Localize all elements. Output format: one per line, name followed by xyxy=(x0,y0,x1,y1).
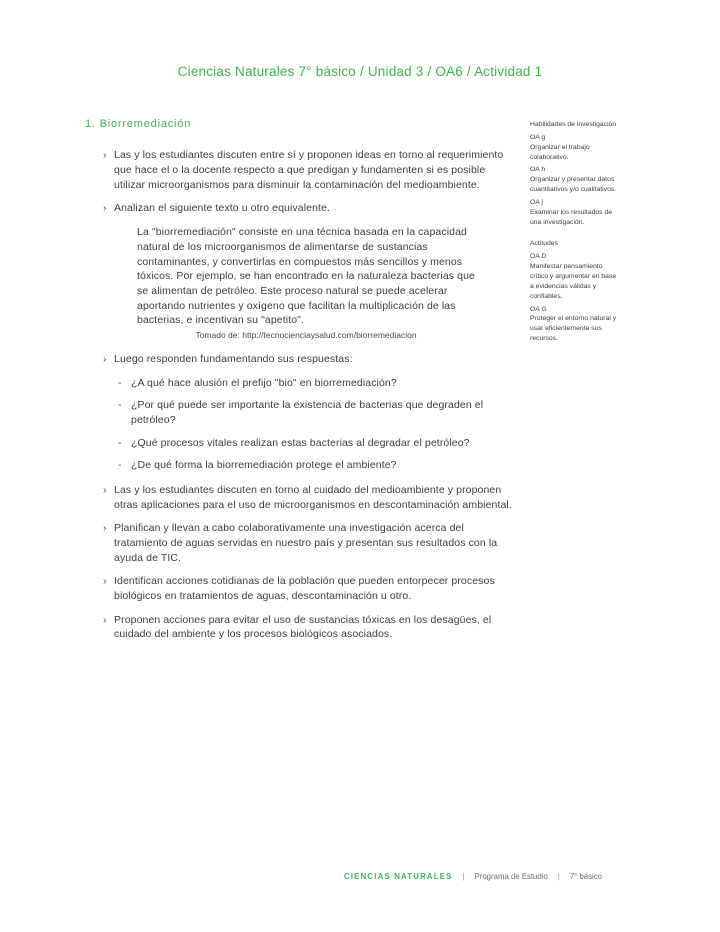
oa-code: OA D xyxy=(530,253,547,261)
oa-text: Organizar el trabajo colaborativo. xyxy=(530,143,590,161)
bullet-text: Las y los estudiantes discuten entre sí y proponen ideas en torno al requerimiento que hace el o la docente respecto a que predigan y fundamenten si es posible utilizar microorganismos para disminuir la contaminación del medioambiente. xyxy=(114,149,504,191)
question-item xyxy=(118,436,515,451)
oa-code: OA h xyxy=(530,166,546,174)
sidebar-section-title: Actitudes xyxy=(530,240,558,248)
question-list xyxy=(118,376,515,473)
footer-program: Programa de Estudio xyxy=(474,872,548,881)
sidebar-entry xyxy=(530,252,620,301)
page-title: Ciencias Naturales 7° básico / Unidad 3 / OA6 / Actividad 1 xyxy=(177,64,543,79)
bullet-item xyxy=(103,352,515,367)
objectives-sidebar xyxy=(530,120,620,344)
sidebar-section-actitudes xyxy=(530,239,620,343)
dash-marker: - xyxy=(118,459,122,472)
bullet-item xyxy=(103,148,515,192)
question-item xyxy=(118,398,515,427)
question-text: ¿Qué procesos vitales realizan estas bacterias al degradar el petróleo? xyxy=(131,436,470,449)
dash-marker: - xyxy=(118,399,122,412)
question-text: ¿De qué forma la biorremediación protege el ambiente? xyxy=(131,459,397,472)
oa-text: Proteger el entorno natural y usar eficientemente sus recursos. xyxy=(530,315,617,343)
bullet-marker: › xyxy=(103,483,107,496)
sidebar-entry xyxy=(530,165,620,195)
bullet-item xyxy=(103,574,515,603)
footer-grade: 7° básico xyxy=(569,872,602,881)
bullet-item xyxy=(103,613,515,642)
section-heading: 1. Biorremediación xyxy=(85,118,192,130)
question-text: ¿A qué hace alusión el prefijo "bio" en biorremediación? xyxy=(131,376,397,389)
sidebar-section-habilidades xyxy=(530,120,620,227)
bullet-text: Proponen acciones para evitar el uso de sustancias tóxicas en los desagües, el cuidado del ambiente y los procesos biológicos asociados. xyxy=(114,613,492,641)
bullet-marker: › xyxy=(103,202,107,215)
question-item xyxy=(118,376,515,391)
reading-quote-block xyxy=(137,225,475,342)
oa-text: Examinar los resultados de una investigación. xyxy=(530,208,612,226)
bullet-item xyxy=(103,521,515,565)
bullet-marker: › xyxy=(103,522,107,535)
bullet-text: Luego responden fundamentando sus respuestas: xyxy=(114,352,353,365)
bullet-marker: › xyxy=(103,352,107,365)
bullet-marker: › xyxy=(103,613,107,626)
dash-marker: - xyxy=(118,376,122,389)
activity-content xyxy=(85,117,515,651)
bullet-text: Analizan el siguiente texto u otro equivalente. xyxy=(114,202,331,215)
oa-text: Manifestar pensamiento crítico y argumentar en base a evidencias válidas y confiables. xyxy=(530,263,617,300)
footer-separator: | xyxy=(557,872,560,881)
footer-brand: CIENCIAS NATURALES xyxy=(343,872,453,881)
bullet-text: Identifican acciones cotidianas de la población que pueden entorpecer procesos biológicos en tratamientos de aguas, descontaminación u otro. xyxy=(114,575,495,603)
oa-text: Organizar y presentar datos cuantitativos y/o cualitativos. xyxy=(530,176,617,194)
dash-marker: - xyxy=(118,436,122,449)
sidebar-section-title: Habilidades de investigación xyxy=(530,121,617,128)
bullet-text: Las y los estudiantes discuten en torno al cuidado del medioambiente y proponen otras aplicaciones para el uso de microorganismos en descontaminación ambiental. xyxy=(114,483,512,511)
quote-text: La "biorremediación" consiste en una técnica basada en la capacidad natural de los microorganismos de alimentarse de sustancias contaminantes, y convertirlas en compuestos más sencillos y menos tóxicos. Por ejemplo, se han encontrado en la naturaleza bacterias que se alimentan de petróleo. Este proceso natural se puede acelerar aportando nutrientes y oxígeno que facilitan la multiplicación de las bacterias, e incentivan su "apetito". xyxy=(137,226,475,327)
bullet-item xyxy=(103,483,515,512)
question-text: ¿Por qué puede ser importante la existencia de bacterias que degraden el petróleo? xyxy=(131,399,484,426)
footer-separator: | xyxy=(462,872,465,881)
bullet-item xyxy=(103,201,515,216)
sidebar-entry xyxy=(530,133,620,163)
sidebar-entry xyxy=(530,198,620,228)
oa-code: OA j xyxy=(530,198,543,206)
oa-code: OA g xyxy=(530,133,546,141)
oa-code: OA G xyxy=(530,305,547,313)
bullet-marker: › xyxy=(103,149,107,162)
sidebar-entry xyxy=(530,305,620,344)
page-footer xyxy=(0,872,720,881)
bullet-text: Planifican y llevan a cabo colaborativamente una investigación acerca del tratamiento de aguas servidas en nuestro país y presentan sus resultados con la ayuda de TIC. xyxy=(114,522,498,564)
question-item xyxy=(118,458,515,473)
bullet-marker: › xyxy=(103,575,107,588)
quote-source: Tomado de: http://tecnocienciaysalud.com/biorremediacion xyxy=(195,329,417,340)
